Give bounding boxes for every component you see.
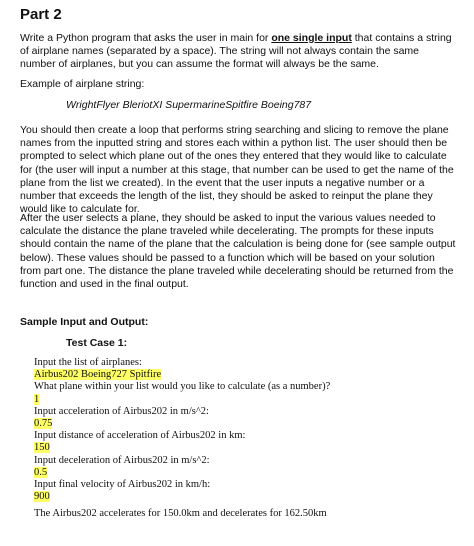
example-string: WrightFlyer BleriotXI SupermarineSpitfire Boeing787: [66, 99, 312, 111]
user-input-text: 0.75: [34, 418, 53, 430]
user-input-text: 1: [34, 393, 40, 405]
sample-prompt-line: [34, 357, 330, 369]
intro-text-before: Write a Python program that asks the user in main for: [20, 32, 272, 44]
example-label: Example of airplane string:: [20, 78, 145, 90]
sample-prompt-line: [34, 479, 330, 491]
sample-user-input: [34, 442, 330, 454]
intro-text-after: that contains a string of airplane names (separated by a space). The string will not always contain the same number of airplanes, but you can assume the format will always be the same.: [20, 32, 452, 71]
sample-prompt-line: [34, 430, 330, 442]
sample-user-input: [34, 418, 330, 430]
sample-prompt-line: [34, 455, 330, 467]
sample-user-input: [34, 467, 330, 479]
prompt-text: Input acceleration of Airbus202 in m/s^2:: [34, 405, 209, 417]
test-case-heading: Test Case 1:: [66, 337, 128, 349]
loop-paragraph: You should then create a loop that performs string searching and slicing to remove the plane names from the inputted string and stores each within a python list. The user should then be prompted to select which plane out of the ones they entered that they would like to calculate for (the user will input a number at this stage, that number can be used to get the name of the plane from the list we created). In the event that the user inputs a negative number or a number that exceeds the length of the list, they should be asked to reinput the plane they would like to calculate for.: [20, 124, 454, 216]
prompt-text: Input deceleration of Airbus202 in m/s^2:: [34, 454, 210, 466]
sample-user-input: [34, 394, 330, 406]
prompt-text: What plane within your list would you like to calculate (as a number)?: [34, 381, 331, 393]
sample-prompt-line: [34, 381, 330, 393]
prompt-text: Input distance of acceleration of Airbus202 in km:: [34, 430, 246, 442]
final-output-line: The Airbus202 accelerates for 150.0km and decelerates for 162.50km: [34, 508, 327, 519]
user-input-text: 900: [34, 491, 50, 503]
prompt-text: Input final velocity of Airbus202 in km/h:: [34, 479, 211, 491]
sample-prompt-line: [34, 406, 330, 418]
prompt-text: Input the list of airplanes:: [34, 357, 142, 368]
intro-paragraph: [20, 32, 456, 72]
after-selection-paragraph: After the user selects a plane, they should be asked to input the various values needed to calculate the distance the plane traveled while decelerating. The prompts for these inputs should contain the name of the plane that the calculation is being done for (see sample output below). These values should be passed to a function which will be based on your solution from part one. The distance the plane traveled while decelerating should be returned from the function and used in the final output.: [20, 212, 456, 291]
sample-user-input: [34, 491, 330, 503]
user-input-text: 0.5: [34, 466, 48, 478]
intro-emphasis: one single input: [271, 32, 352, 44]
user-input-text: Airbus202 Boeing727 Spitfire: [34, 369, 162, 381]
sample-user-input: [34, 369, 330, 381]
user-input-text: 150: [34, 442, 50, 454]
sample-heading: Sample Input and Output:: [20, 316, 149, 328]
sample-io-block: [34, 357, 330, 503]
part-title: Part 2: [20, 6, 62, 23]
